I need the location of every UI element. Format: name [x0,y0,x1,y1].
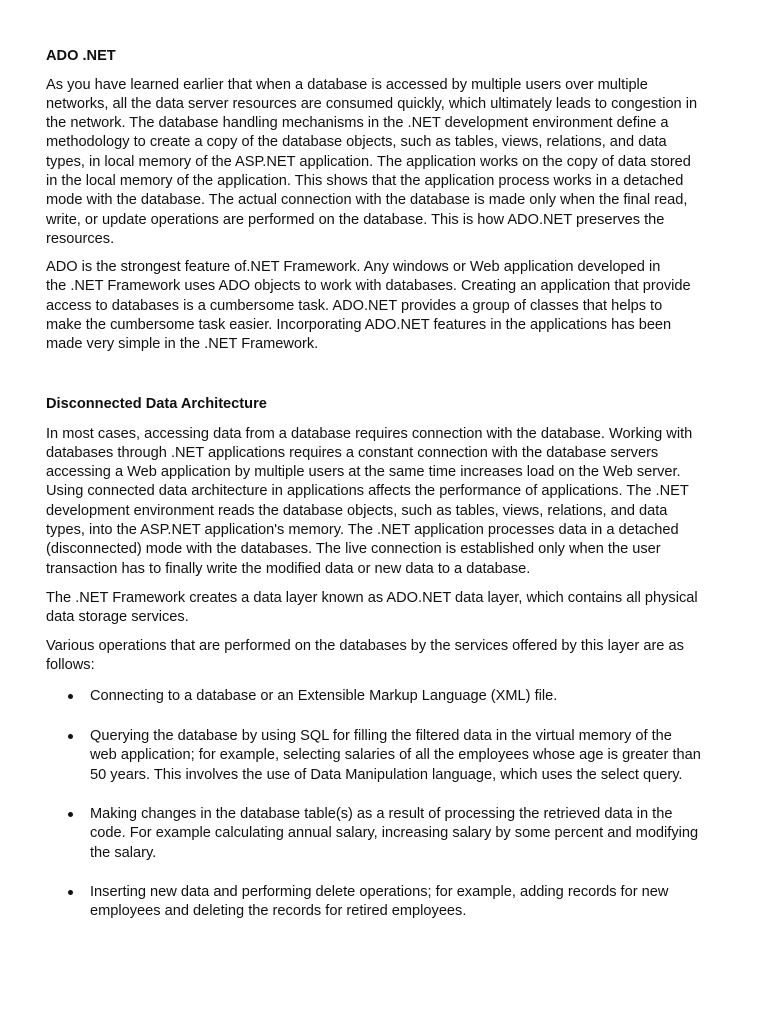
text-line: types, in local memory of the ASP.NET application. The application works on the copy of data stored [46,153,691,170]
text-line: accessing a Web application by multiple users at the same time increases load on the Web server. [46,464,681,481]
text-line: types, into the ASP.NET application's memory. The .NET application processes data in a detached [46,521,679,538]
text-line: resources. [46,230,115,247]
text-line: 50 years. This involves the use of Data Manipulation language, which uses the select query. [90,766,683,783]
text-line: the .NET Framework uses ADO objects to work with databases. Creating an application that provide [46,278,691,295]
text-line: Inserting new data and performing delete operations; for example, adding records for new [90,884,669,900]
text-line: made very simple in the .NET Framework. [46,336,319,353]
section-heading-ado-net [46,47,116,66]
text-line: The .NET Framework creates a data layer known as ADO.NET data layer, which contains all physical [46,590,698,606]
bullet-text [90,727,701,785]
text-line: development environment reads the database objects, such as tables, views, relations, and data [46,502,668,519]
text-line: Various operations that are performed on the databases by the services offered by this layer are as [46,638,684,654]
section-heading-disconnected-data-architecture [46,395,267,414]
text-line: In most cases, accessing data from a database requires connection with the database. Working with [46,425,693,442]
bullet-icon [68,734,73,739]
paragraph [46,589,698,628]
text-line: Using connected data architecture in applications affects the performance of applications. The .NET [46,483,689,500]
heading-text: ADO .NET [46,48,116,64]
text-line: make the cumbersome task easier. Incorporating ADO.NET features in the applications has been [46,316,672,333]
text-line: networks, all the data server resources are consumed quickly, which ultimately leads to congestion in [46,95,698,112]
text-line: (disconnected) mode with the databases. The live connection is established only when the user [46,541,661,558]
text-line: databases through .NET applications requires a constant connection with the database servers [46,444,659,461]
text-line: in the local memory of the application. This shows that the application process works in a detached [46,172,684,189]
text-line: access to databases is a cumbersome task. ADO.NET provides a group of classes that helps to [46,297,663,314]
text-line: transaction has to finally write the modified data or new data to a database. [46,560,531,577]
text-line: employees and deleting the records for retired employees. [90,903,467,920]
bullet-text [90,687,557,706]
text-line: code. For example calculating annual salary, increasing salary by some percent and modifying [90,825,699,842]
text-line: ADO is the strongest feature of.NET Framework. Any windows or Web application developed in [46,259,661,275]
text-line: methodology to create a copy of the database objects, such as tables, views, relations, and data [46,134,667,151]
paragraph [46,76,697,250]
bullet-icon [68,812,73,817]
text-line: write, or update operations are performed on the database. This is how ADO.NET preserves the [46,211,665,228]
paragraph [46,425,692,579]
bullet-icon [68,890,73,895]
text-line: mode with the database. The actual connection with the database is made only when the final read, [46,192,688,209]
text-line: the network. The database handling mechanisms in the .NET development environment define a [46,115,669,132]
paragraph [46,258,691,354]
text-line: follows: [46,657,95,674]
bullet-text [90,805,698,863]
paragraph [46,637,684,676]
text-line: As you have learned earlier that when a database is accessed by multiple users over multiple [46,76,648,93]
bullet-icon [68,694,73,699]
text-line: Making changes in the database table(s) as a result of processing the retrieved data in the [90,806,673,822]
text-line: data storage services. [46,609,189,626]
text-line: the salary. [90,844,157,861]
text-line: Connecting to a database or an Extensible Markup Language (XML) file. [90,688,558,704]
text-line: web application; for example, selecting salaries of all the employees whose age is greater than [90,747,701,764]
heading-text: Disconnected Data Architecture [46,396,267,412]
bullet-text [90,883,668,922]
text-line: Querying the database by using SQL for filling the filtered data in the virtual memory of the [90,728,672,744]
